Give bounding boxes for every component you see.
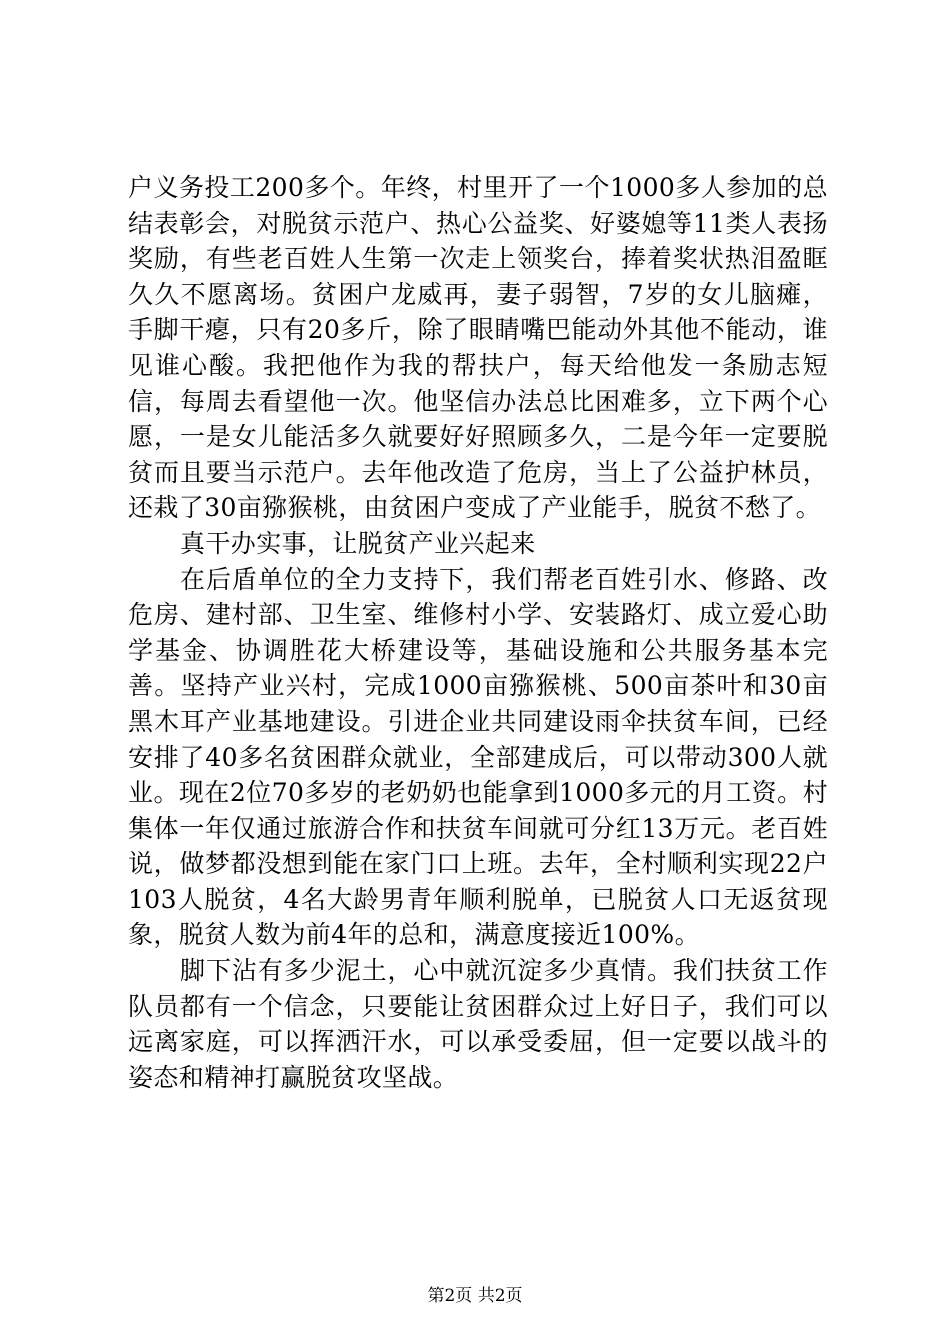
paragraph-closing: 脚下沾有多少泥土，心中就沉淀多少真情。我们扶贫工作队员都有一个信念，只要能让贫困群众过上好日子，我们可以远离家庭，可以挥洒汗水，可以承受委屈，但一定要以战斗的姿态和精神打赢脱贫攻坚战。: [128, 956, 828, 1092]
section-heading: 真干办实事，让脱贫产业兴起来: [180, 528, 536, 558]
paragraph-infrastructure: 在后盾单位的全力支持下，我们帮老百姓引水、修路、改危房、建村部、卫生室、维修村小学、安装路灯、成立爱心助学基金、协调胜花大桥建设等，基础设施和公共服务基本完善。坚持产业兴村，完成1000亩猕猴桃、500亩茶叶和30亩黑木耳产业基地建设。引进企业共同建设雨伞扶贫车间，已经安排了40多名贫困群众就业，全部建成后，可以带动300人就业。现在2位70多岁的老奶奶也能拿到1000多元的月工资。村集体一年仅通过旅游合作和扶贫车间就可分红13万元。老百姓说，做梦都没想到能在家门口上班。去年，全村顺利实现22户103人脱贫，4名大龄男青年顺利脱单，已脱贫人口无返贫现象，脱贫人数为前4年的总和，满意度接近100%。: [128, 564, 828, 950]
page-number-footer: 第2页 共2页: [427, 1286, 523, 1306]
document-body: [128, 170, 828, 1095]
paragraph-continuation: 户义务投工200多个。年终，村里开了一个1000多人参加的总结表彰会，对脱贫示范户、热心公益奖、好婆媳等11类人表扬奖励，有些老百姓人生第一次走上领奖台，捧着奖状热泪盈眶久久不愿离场。贫困户龙威再，妻子弱智，7岁的女儿脑瘫，手脚干瘪，只有20多斤，除了眼睛嘴巴能动外其他不能动，谁见谁心酸。我把他作为我的帮扶户，每天给他发一条励志短信，每周去看望他一次。他坚信办法总比困难多，立下两个心愿，一是女儿能活多久就要好好照顾多久，二是今年一定要脱贫而且要当示范户。去年他改造了危房，当上了公益护林员，还栽了30亩猕猴桃，由贫困户变成了产业能手，脱贫不愁了。: [128, 173, 828, 523]
